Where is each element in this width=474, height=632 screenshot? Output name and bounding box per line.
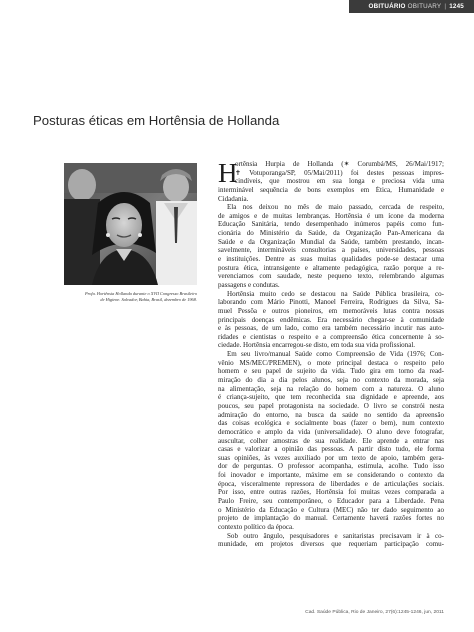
text-line: interminável sequência de bons exemplos em Ética, Humanidade e xyxy=(218,185,444,194)
photo-caption xyxy=(33,291,197,303)
text-line: democrático e amplo da vida (universalidade). O aluno deve fotografar, xyxy=(218,427,444,436)
section-label: OBITUÁRIO xyxy=(368,3,406,10)
citation-footer: Cad. Saúde Pública, Rio de Janeiro, 27(6):1245-1246, jun, 2011 xyxy=(305,610,444,615)
caption-line: de Higiene. Salvador, Bahia, Brasil, dezembro de 1968. xyxy=(100,297,197,302)
text-line: época, visceralmente repressora de liberdades e de articulações sociais. xyxy=(218,479,444,488)
text-line: Paulo Freire, seu contemporâneo, o Educador para a Liberdade. Pena xyxy=(218,496,444,505)
opening-paragraph xyxy=(218,160,444,203)
text-line: Em seu livro/manual Saúde como Compreensão de Vida (1976; Con- xyxy=(227,350,444,359)
section-label-english: OBITUARY xyxy=(407,3,442,10)
text-line: homem e seu papel de sujeito da vida. Tudo gira em torno da read- xyxy=(218,367,444,376)
text-line: dor de perguntas. O professor acompanha, estimula, acolhe. Tudo isso xyxy=(218,462,444,471)
text-line: laborando com Mário Pinotti, Manoel Ferreira, Rodrigues da Silva, Sa- xyxy=(218,298,444,307)
text-line: Sob outro ângulo, pesquisadores e sanitaristas precisavam ir à co- xyxy=(227,531,444,540)
running-header xyxy=(349,0,474,13)
text-line: ciedade. Hortênsia encarregou-se disto, em toda sua vida profissional. xyxy=(218,341,416,350)
text-line: contexto político da época. xyxy=(218,522,294,531)
text-line: postura ética, intransigente e altamente pedagógica, razão porque a re- xyxy=(218,263,444,272)
text-line: o Ministério da Educação e Cultura (MEC) não ter dado seguimento ao xyxy=(218,505,444,514)
text-line: foi inovador e importante, máxime em se considerando o contexto da xyxy=(218,471,444,480)
text-line: Cidadania. xyxy=(218,194,249,203)
text-line: Hortênsia muito cedo se destacou na Saúde Pública brasileira, co- xyxy=(227,289,444,298)
text-line: poucos, seu papel protagonista na sociedade. O livro se constrói nesta xyxy=(218,401,444,410)
text-line: savelmente, intermináveis consultorias a países, universidades, pessoas xyxy=(218,246,444,255)
text-line: verenciamos com saudade, neste pequeno texto, relembrando algumas xyxy=(218,272,444,281)
text-line: projeto de implantação do manual. Certamente haverá razões fortes no xyxy=(218,514,444,523)
text-line: munidade, em projetos diversos que requeriam participação comu- xyxy=(218,540,444,549)
text-line: cionária do Ministério da Saúde, da Organização Pan-Americana da xyxy=(218,229,444,238)
text-line: é criança-sujeito, que tem reconhecida sua dignidade e apreende, aos xyxy=(218,393,444,402)
article-title: Posturas éticas em Hortênsia de Hollanda xyxy=(33,113,280,128)
text-line: admiração do entorno, na busca da saúde no sentido da apreensão xyxy=(218,410,444,419)
text-line: e às pessoas, de um lado, como era também necessário incutir nas auto- xyxy=(218,324,444,333)
article-body xyxy=(218,160,444,549)
drop-cap: H xyxy=(218,158,238,188)
text-line: Saúde e da Organização Mundial da Saúde, também prestando, incan- xyxy=(218,237,444,246)
text-line: suas opiniões, às vezes auxiliado por um texto de apoio, também gera- xyxy=(218,453,444,462)
text-line: ✝ Votuporanga/SP, 05/Mai/2011) foi destes pessoas impres- xyxy=(235,168,444,177)
text-line: passagens e condutas. xyxy=(218,280,280,289)
text-line: miração do dia a dia pelos alunos, seja no contexto da morada, seja xyxy=(218,376,444,385)
text-line: na alimentação, seja na relação do homem com a natureza. O aluno xyxy=(218,384,444,393)
text-line: ridades e cientistas o respeito e a compreensão ética concernente à so- xyxy=(218,332,444,341)
text-line: ortênsia Hurpia de Hollanda (✶ Corumbá/MS, 26/Mai/1917; xyxy=(235,160,444,168)
text-line: casas e valorizar a opinião das pessoas. A partir disto tudo, ele forma xyxy=(218,445,444,454)
text-line: e instituições. Dentre as suas muitas qualidades pode-se destacar uma xyxy=(218,255,444,264)
text-line: vênio MS/MEC/PREMEN), o mote principal destaca o respeito pelo xyxy=(218,358,444,367)
text-line: Por isso, entre outras razões, Hortênsia foi muitas vezes comparada a xyxy=(218,488,444,497)
caption-line: Profa. Hortênsia Hollanda durante o XVII Congresso Brasileiro xyxy=(85,291,197,296)
text-line: Educação Sanitária, tendo desempenhado inúmeros papéis como fun- xyxy=(218,220,444,229)
text-line: principais doenças endêmicas. Era necessário chegar-se à comunidade xyxy=(218,315,444,324)
text-line: de amigos e de muitas lembranças. Hortênsia é um ícone da moderna xyxy=(218,211,444,220)
portrait-photo xyxy=(64,163,197,285)
text-line: das coisas ecológica e socialmente boas (fazer o bem), num contexto xyxy=(218,419,444,428)
text-line: auscultar, colher amostras de sua realidade. Ele aprende a entrar nas xyxy=(218,436,444,445)
text-line: Ela nos deixou no mês de maio passado, cercada de respeito, xyxy=(227,203,444,212)
page-number: 1245 xyxy=(449,3,464,10)
text-line: muel Pessôa e outros pioneiros, em memoráveis lutas contra nossas xyxy=(218,306,444,315)
header-divider: | xyxy=(444,3,447,10)
text-line: cindíveis, que mostrou em sua longa e preciosa vida uma xyxy=(235,177,444,186)
